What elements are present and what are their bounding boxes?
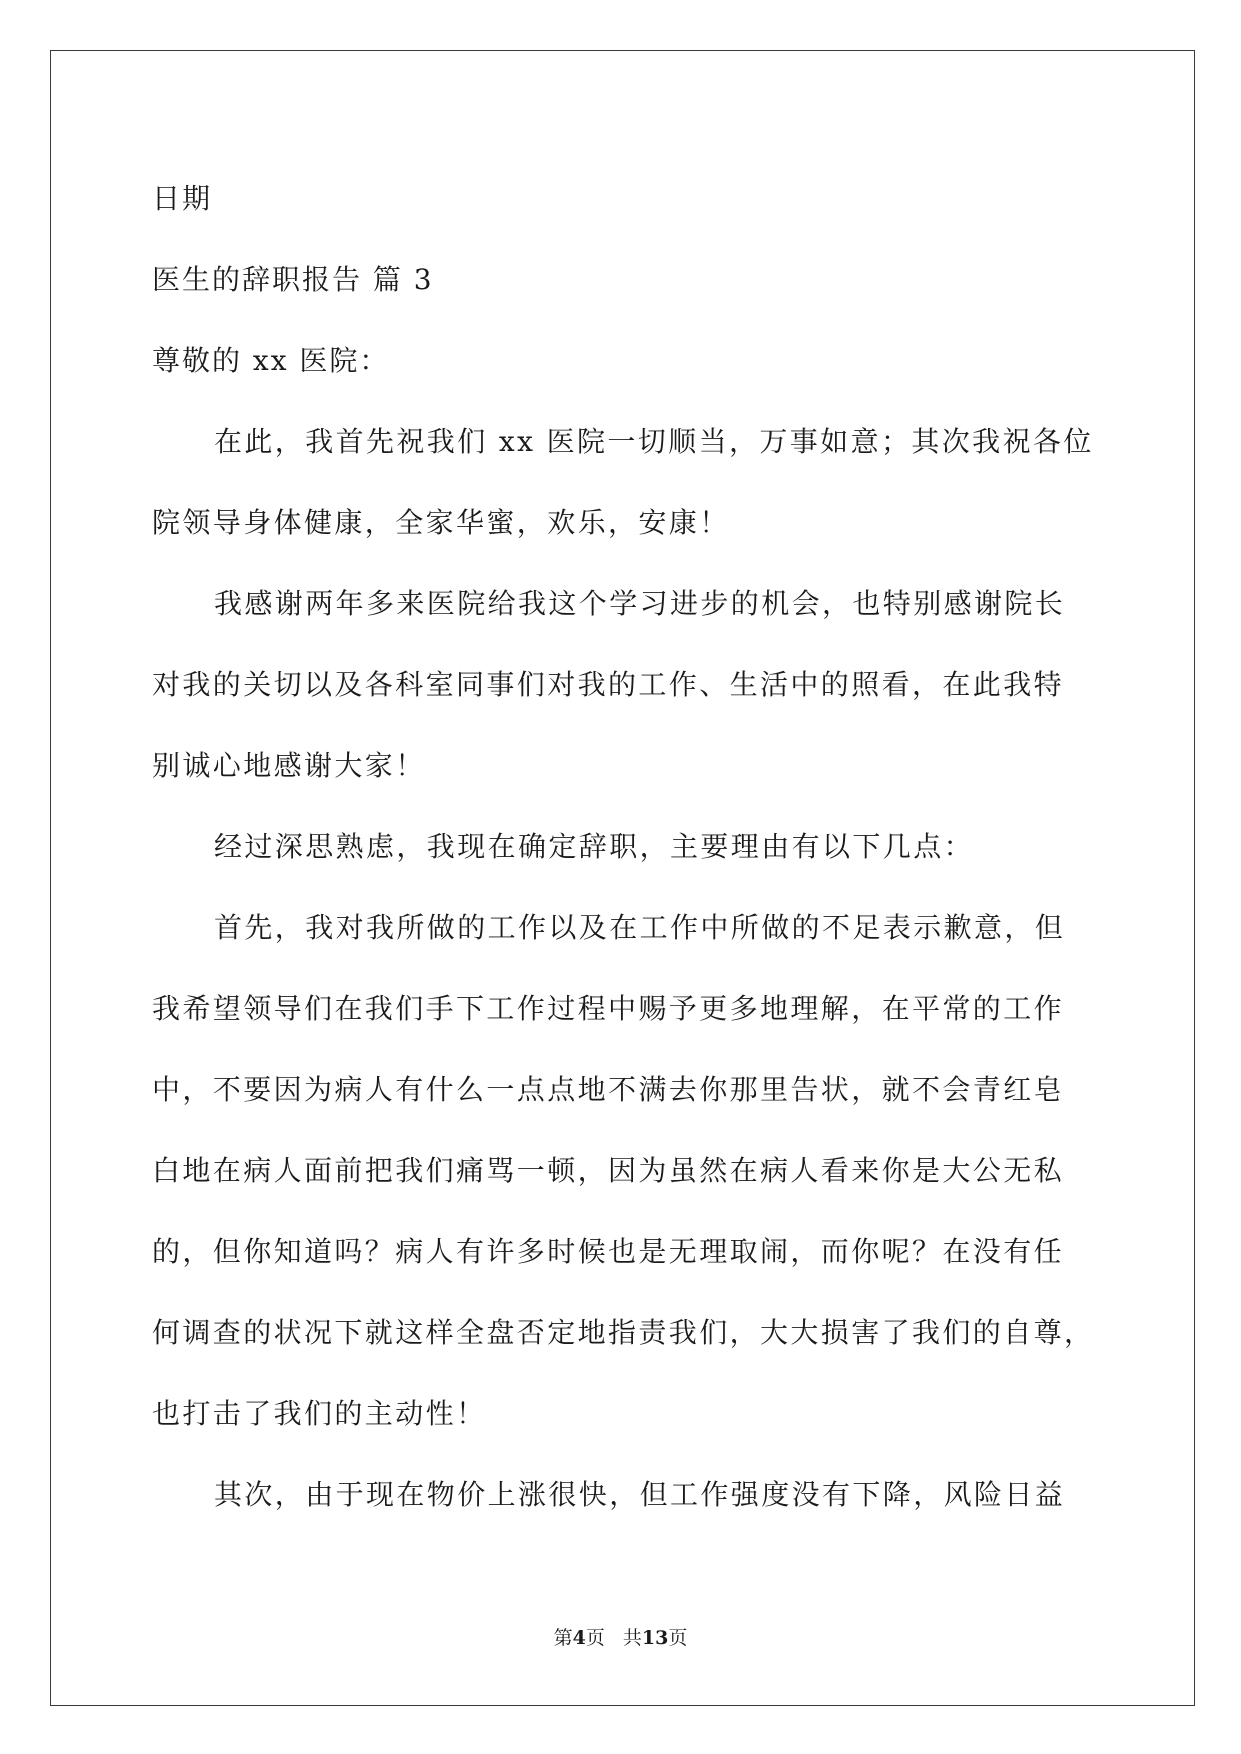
document-title: 医生的辞职报告 篇 3 — [152, 263, 434, 296]
text-line: 首先，我对我所做的工作以及在工作中所做的不足表示歉意，但 — [214, 911, 1066, 944]
date-label: 日期 — [152, 182, 213, 215]
text-line: 也打击了我们的主动性！ — [152, 1397, 487, 1430]
current-page-number: 4 — [572, 1627, 586, 1649]
text-line: 其次，由于现在物价上涨很快，但工作强度没有下降，风险日益 — [214, 1478, 1066, 1511]
text-line: 中，不要因为病人有什么一点点地不满去你那里告状，就不会青红皂 — [152, 1073, 1065, 1106]
text-line: 的，但你知道吗？病人有许多时候也是无理取闹，而你呢？在没有任 — [152, 1235, 1065, 1268]
footer-total-suffix: 页 — [668, 1627, 688, 1649]
text-line: 经过深思熟虑，我现在确定辞职，主要理由有以下几点： — [214, 830, 975, 863]
total-page-number: 13 — [641, 1627, 669, 1649]
document-body — [152, 158, 1095, 1535]
footer-page-suffix: 页 — [585, 1627, 605, 1649]
text-line: 对我的关切以及各科室同事们对我的工作、生活中的照看，在此我特 — [152, 668, 1065, 701]
page-footer — [0, 1623, 1241, 1650]
footer-total-prefix: 共 — [622, 1627, 642, 1649]
footer-prefix: 第 — [553, 1627, 573, 1649]
salutation: 尊敬的 xx 医院： — [152, 344, 390, 377]
text-line: 何调查的状况下就这样全盘否定地指责我们，大大损害了我们的自尊， — [152, 1316, 1095, 1349]
text-line: 我感谢两年多来医院给我这个学习进步的机会，也特别感谢院长 — [214, 587, 1066, 620]
text-line: 在此，我首先祝我们 xx 医院一切顺当，万事如意；其次我祝各位 — [214, 425, 1094, 458]
text-line: 别诚心地感谢大家！ — [152, 749, 426, 782]
text-line: 我希望领导们在我们手下工作过程中赐予更多地理解，在平常的工作 — [152, 992, 1065, 1025]
text-line: 院领导身体健康，全家华蜜，欢乐，安康！ — [152, 506, 730, 539]
text-line: 白地在病人面前把我们痛骂一顿，因为虽然在病人看来你是大公无私 — [152, 1154, 1065, 1187]
